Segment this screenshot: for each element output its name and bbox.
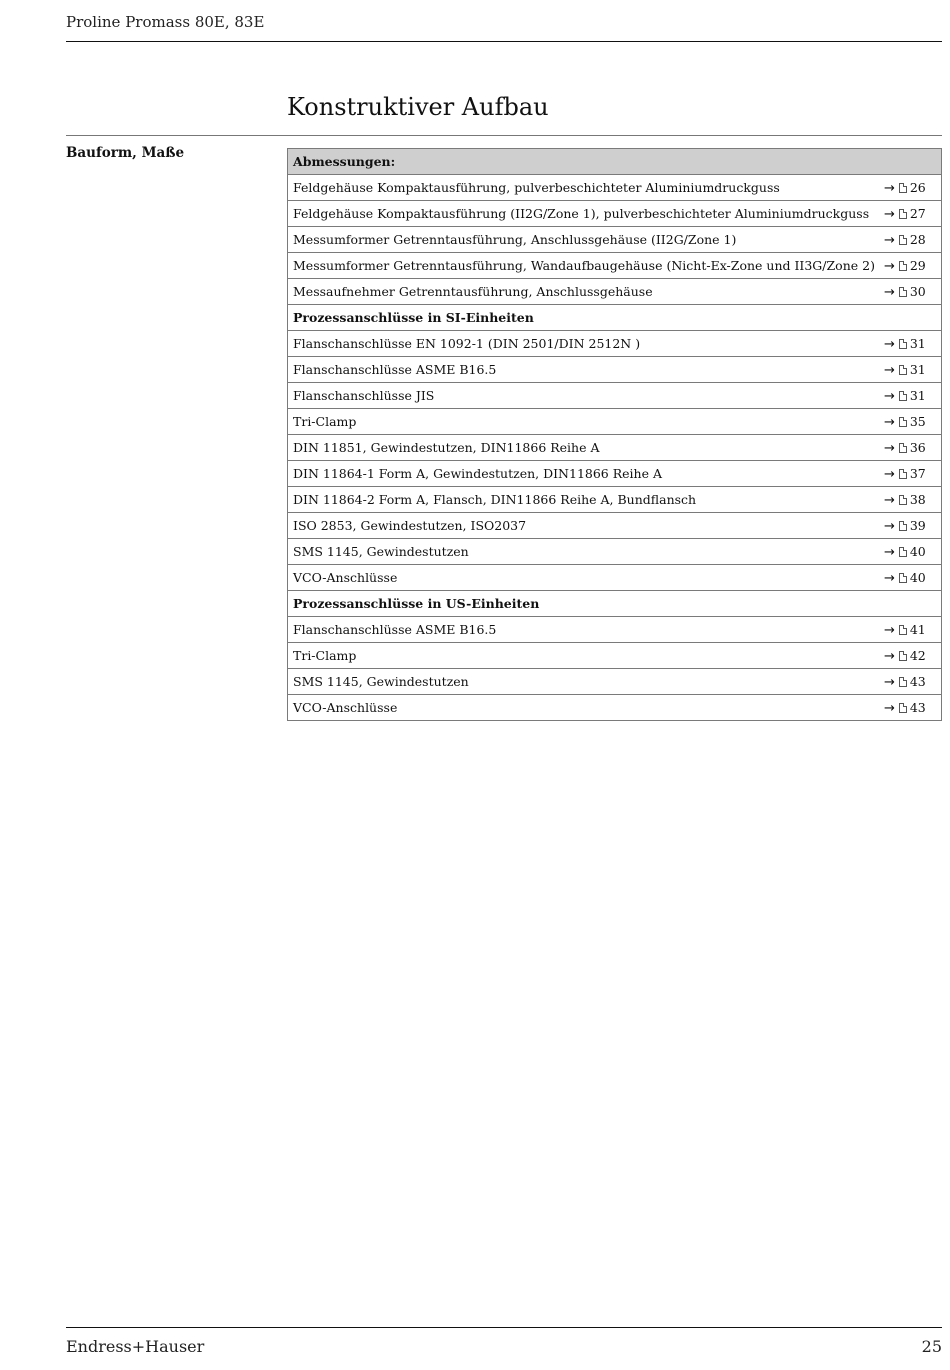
page-number: 30	[909, 283, 926, 299]
page-number: 40	[909, 569, 926, 585]
arrow-right-icon: →	[883, 622, 895, 638]
row-label: Messumformer Getrenntausführung, Wandaufbaugehäuse (Nicht-Ex-Zone und II3G/Zone 2)	[288, 253, 880, 279]
page-reference[interactable]	[880, 435, 942, 461]
row-label: VCO-Anschlüsse	[288, 565, 880, 591]
row-label: Messaufnehmer Getrenntausführung, Anschlussgehäuse	[288, 279, 880, 305]
page-number: 31	[909, 361, 926, 377]
page-reference[interactable]	[880, 643, 942, 669]
row-label: SMS 1145, Gewindestutzen	[288, 669, 880, 695]
page-icon	[899, 235, 907, 245]
page-number: 26	[909, 179, 926, 195]
arrow-right-icon: →	[883, 414, 895, 430]
page-icon	[899, 261, 907, 271]
table-row	[288, 513, 942, 539]
arrow-right-icon: →	[883, 336, 895, 352]
arrow-right-icon: →	[883, 440, 895, 456]
page-reference[interactable]	[880, 513, 942, 539]
page-icon	[899, 677, 907, 687]
table-row	[288, 383, 942, 409]
page-number: 40	[909, 543, 926, 559]
table-row	[288, 461, 942, 487]
arrow-right-icon: →	[883, 700, 895, 716]
row-label: Messumformer Getrenntausführung, Anschlussgehäuse (II2G/Zone 1)	[288, 227, 880, 253]
page-icon	[899, 339, 907, 349]
page-number: 35	[909, 413, 926, 429]
page-reference[interactable]	[880, 461, 942, 487]
page-reference[interactable]	[880, 669, 942, 695]
table-row	[288, 357, 942, 383]
arrow-right-icon: →	[883, 674, 895, 690]
row-label: Feldgehäuse Kompaktausführung (II2G/Zone 1), pulverbeschichteter Aluminiumdruckguss	[288, 201, 880, 227]
page-number: 31	[909, 387, 926, 403]
page-icon	[899, 443, 907, 453]
running-header-title: Proline Promass 80E, 83E	[66, 13, 265, 31]
arrow-right-icon: →	[883, 180, 895, 196]
page-number: 41	[909, 621, 926, 637]
page-number: 37	[909, 465, 926, 481]
page-number: 31	[909, 335, 926, 351]
page-reference[interactable]	[880, 331, 942, 357]
arrow-right-icon: →	[883, 492, 895, 508]
page-icon	[899, 573, 907, 583]
page-reference[interactable]	[880, 253, 942, 279]
table-row	[288, 669, 942, 695]
row-label: DIN 11864-2 Form A, Flansch, DIN11866 Reihe A, Bundflansch	[288, 487, 880, 513]
page-icon	[899, 495, 907, 505]
page-reference[interactable]	[880, 279, 942, 305]
page-icon	[899, 651, 907, 661]
page-icon	[899, 469, 907, 479]
arrow-right-icon: →	[883, 284, 895, 300]
row-label: DIN 11864-1 Form A, Gewindestutzen, DIN11866 Reihe A	[288, 461, 880, 487]
arrow-right-icon: →	[883, 648, 895, 664]
table-row	[288, 253, 942, 279]
footer-divider	[66, 1327, 942, 1328]
page-number: 42	[909, 647, 926, 663]
table-row	[288, 617, 942, 643]
page-icon	[899, 417, 907, 427]
page-reference[interactable]	[880, 409, 942, 435]
row-label: Flanschanschlüsse JIS	[288, 383, 880, 409]
arrow-right-icon: →	[883, 544, 895, 560]
arrow-right-icon: →	[883, 258, 895, 274]
page-reference[interactable]	[880, 383, 942, 409]
page-icon	[899, 287, 907, 297]
page-icon	[899, 365, 907, 375]
table-row	[288, 435, 942, 461]
page-icon	[899, 521, 907, 531]
table-row	[288, 539, 942, 565]
page-reference[interactable]	[880, 695, 942, 721]
arrow-right-icon: →	[883, 206, 895, 222]
page-number: 36	[909, 439, 926, 455]
section-divider	[66, 135, 942, 136]
table-group-heading-row	[288, 149, 942, 175]
row-label: ISO 2853, Gewindestutzen, ISO2037	[288, 513, 880, 539]
table-group-heading: Prozessanschlüsse in SI-Einheiten	[288, 305, 942, 331]
reference-table-body	[288, 149, 942, 721]
page-number: 39	[909, 517, 926, 533]
page-reference[interactable]	[880, 617, 942, 643]
arrow-right-icon: →	[883, 388, 895, 404]
footer-page-number: 25	[921, 1337, 942, 1356]
arrow-right-icon: →	[883, 518, 895, 534]
section-title: Konstruktiver Aufbau	[287, 93, 549, 121]
page-reference[interactable]	[880, 227, 942, 253]
table-row	[288, 487, 942, 513]
page-number: 38	[909, 491, 926, 507]
row-label: Tri-Clamp	[288, 409, 880, 435]
page-reference[interactable]	[880, 201, 942, 227]
table-group-heading-row	[288, 591, 942, 617]
row-label: Flanschanschlüsse EN 1092-1 (DIN 2501/DIN 2512N )	[288, 331, 880, 357]
row-label: DIN 11851, Gewindestutzen, DIN11866 Reihe A	[288, 435, 880, 461]
table-group-heading-row	[288, 305, 942, 331]
header-divider	[66, 41, 942, 42]
table-row	[288, 643, 942, 669]
table-group-heading: Abmessungen:	[288, 149, 942, 175]
arrow-right-icon: →	[883, 362, 895, 378]
table-row	[288, 565, 942, 591]
page-icon	[899, 183, 907, 193]
page-reference[interactable]	[880, 539, 942, 565]
footer-brand: Endress+Hauser	[66, 1337, 205, 1356]
row-label: SMS 1145, Gewindestutzen	[288, 539, 880, 565]
page-reference[interactable]	[880, 357, 942, 383]
page-number: 29	[909, 257, 926, 273]
page-number: 27	[909, 205, 926, 221]
row-label: Flanschanschlüsse ASME B16.5	[288, 617, 880, 643]
arrow-right-icon: →	[883, 466, 895, 482]
arrow-right-icon: →	[883, 570, 895, 586]
table-row	[288, 409, 942, 435]
page-icon	[899, 209, 907, 219]
page-number: 43	[909, 673, 926, 689]
table-row	[288, 227, 942, 253]
page-number: 28	[909, 231, 926, 247]
row-label: Feldgehäuse Kompaktausführung, pulverbeschichteter Aluminiumdruckguss	[288, 175, 880, 201]
page-icon	[899, 547, 907, 557]
table-row	[288, 331, 942, 357]
side-label: Bauform, Maße	[66, 145, 185, 161]
row-label: VCO-Anschlüsse	[288, 695, 880, 721]
table-row	[288, 201, 942, 227]
page-reference[interactable]	[880, 175, 942, 201]
row-label: Flanschanschlüsse ASME B16.5	[288, 357, 880, 383]
dimensions-reference-table	[287, 148, 942, 721]
page-icon	[899, 703, 907, 713]
table-row	[288, 175, 942, 201]
table-row	[288, 279, 942, 305]
page-reference[interactable]	[880, 565, 942, 591]
page-icon	[899, 625, 907, 635]
table-group-heading: Prozessanschlüsse in US-Einheiten	[288, 591, 942, 617]
page-reference[interactable]	[880, 487, 942, 513]
arrow-right-icon: →	[883, 232, 895, 248]
page-number: 43	[909, 699, 926, 715]
row-label: Tri-Clamp	[288, 643, 880, 669]
page-icon	[899, 391, 907, 401]
table-row	[288, 695, 942, 721]
